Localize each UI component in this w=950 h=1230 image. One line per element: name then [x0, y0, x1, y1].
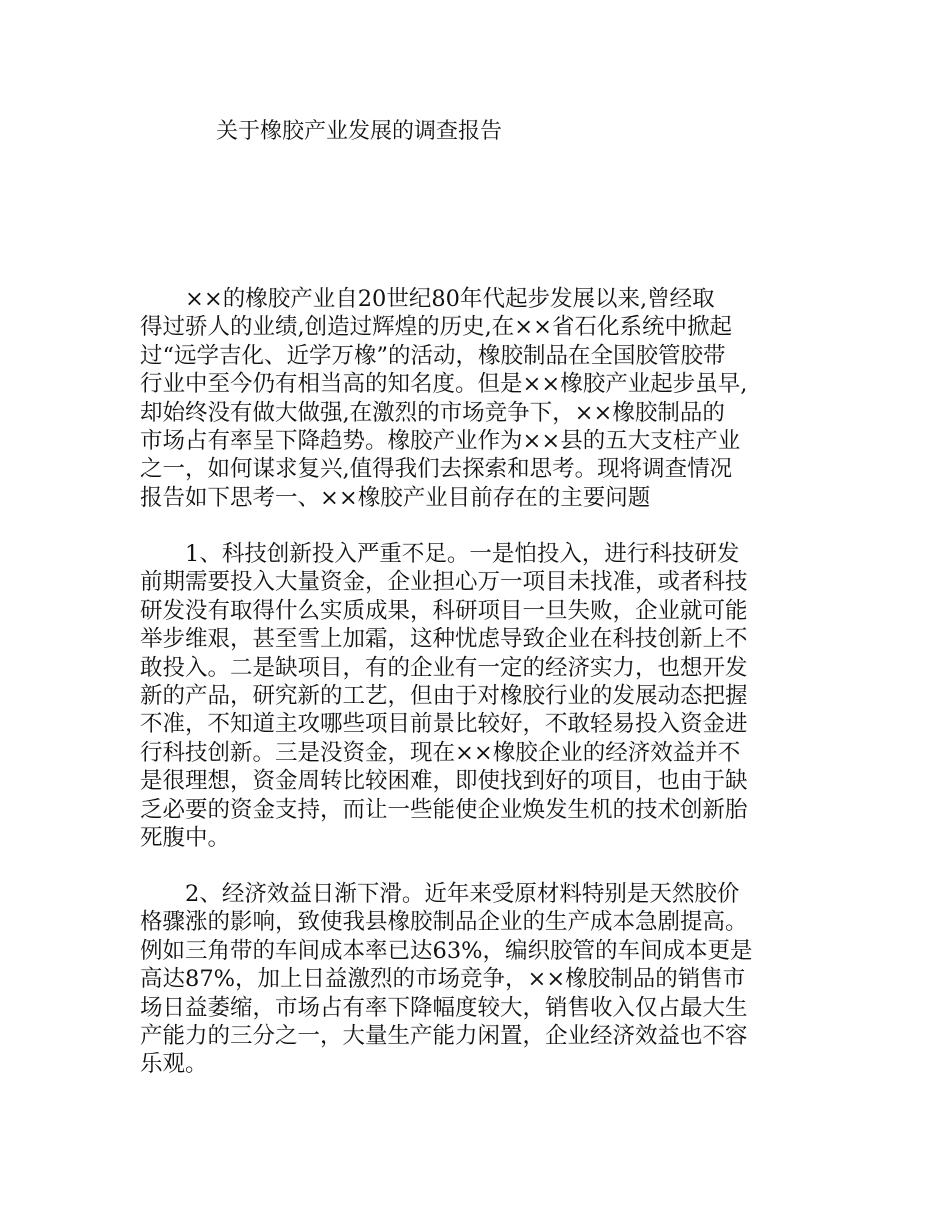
paragraph-intro	[140, 285, 830, 512]
text-line: 市场占有率呈下降趋势。橡胶产业作为××县的五大支柱产业	[140, 427, 741, 454]
text-line: 得过骄人的业绩,创造过辉煌的历史,在××省石化系统中掀起	[140, 314, 733, 341]
text-line: 行科技创新。三是没资金，现在××橡胶企业的经济效益并不	[140, 739, 741, 766]
paragraph-economic	[140, 880, 830, 1079]
text-line: 却始终没有做大做强,在激烈的市场竞争下，××橡胶制品的	[140, 399, 725, 426]
text-line: 报告如下思考一、××橡胶产业目前存在的主要问题	[140, 484, 651, 511]
text-line: 不准，不知道主攻哪些项目前景比较好，不敢轻易投入资金进	[140, 711, 748, 738]
text-line: ××的橡胶产业自20世纪80年代起步发展以来,曾经取	[140, 286, 715, 312]
text-line: 例如三角带的车间成本率已达63%，编织胶管的车间成本更是	[140, 937, 753, 964]
text-line: 新的产品，研究新的工艺，但由于对橡胶行业的发展动态把握	[140, 682, 748, 709]
text-line: 敢投入。二是缺项目，有的企业有一定的经济实力，也想开发	[140, 654, 748, 681]
text-line: 格骤涨的影响，致使我县橡胶制品企业的生产成本急剧提高。	[140, 909, 748, 936]
document-title: 关于橡胶产业发展的调查报告	[216, 119, 503, 144]
text-line: 乐观。	[140, 1051, 208, 1078]
text-line: 前期需要投入大量资金，企业担心万一项目未找准，或者科技	[140, 569, 748, 596]
text-line: 研发没有取得什么实质成果，科研项目一旦失败，企业就可能	[140, 597, 748, 624]
text-line: 死腹中。	[140, 824, 231, 851]
text-line: 乏必要的资金支持，而让一些能使企业焕发生机的技术创新胎	[140, 796, 748, 823]
text-line: 是很理想，资金周转比较困难，即使找到好的项目，也由于缺	[140, 768, 748, 795]
paragraph-innovation	[140, 540, 830, 852]
text-line: 1、科技创新投入严重不足。一是怕投入，进行科技研发	[140, 541, 740, 567]
text-line: 举步维艰，甚至雪上加霜，这种忧虑导致企业在科技创新上不	[140, 626, 748, 653]
text-line: 产能力的三分之一，大量生产能力闲置，企业经济效益也不容	[140, 1022, 748, 1049]
text-line: 之一，如何谋求复兴,值得我们去探索和思考。现将调查情况	[140, 456, 733, 483]
text-line: 2、经济效益日渐下滑。近年来受原材料特别是天然胶价	[140, 881, 740, 907]
text-line: 高达87%，加上日益激烈的市场竞争，××橡胶制品的销售市	[140, 966, 746, 993]
text-line: 场日益萎缩，市场占有率下降幅度较大，销售收入仅占最大生	[140, 994, 748, 1021]
text-line: 行业中至今仍有相当高的知名度。但是××橡胶产业起步虽早,	[140, 371, 748, 398]
text-line: 过“远学吉化、近学万橡”的活动，橡胶制品在全国胶管胶带	[140, 342, 726, 369]
